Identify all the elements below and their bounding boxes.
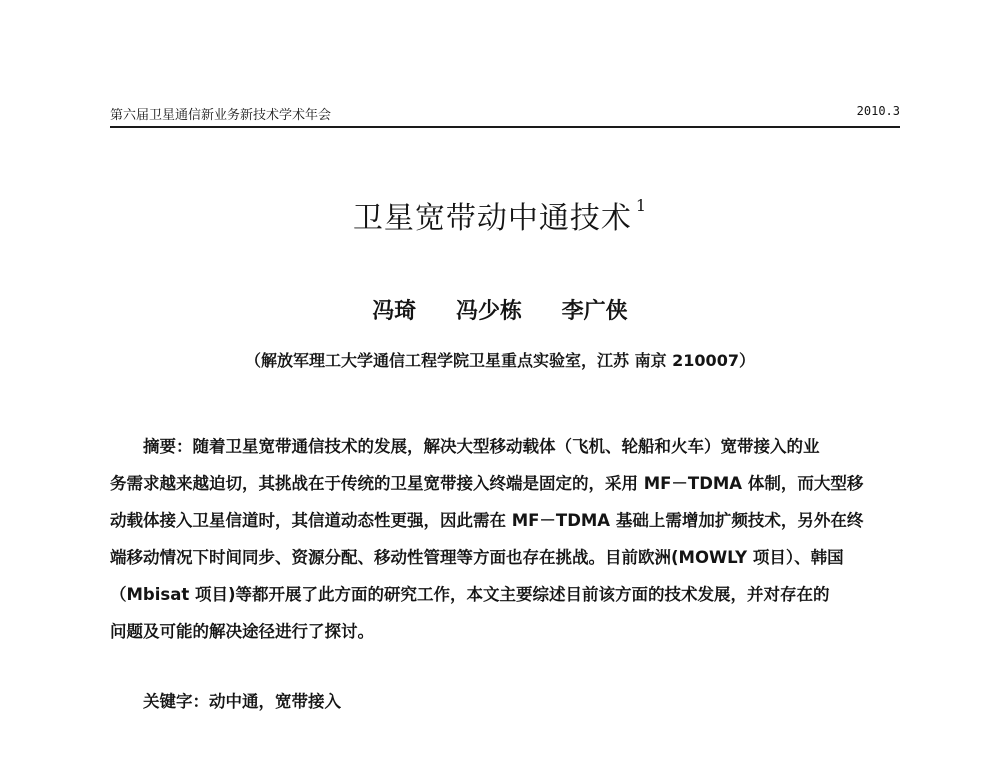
author-list	[0, 294, 1000, 325]
running-header	[110, 104, 900, 126]
abstract-line: （Mbisat 项目)等都开展了此方面的研究工作，本文主要综述目前该方面的技术发展，并对存在的	[110, 585, 830, 604]
author-name: 冯少栋	[455, 298, 522, 324]
abstract-line: 端移动情况下时间同步、资源分配、移动性管理等方面也存在挑战。目前欧洲(MOWLY 项目）、韩国	[110, 548, 844, 567]
paper-title-text: 卫星宽带动中通技术	[352, 201, 632, 236]
abstract-line: 问题及可能的解决途径进行了探讨。	[110, 622, 374, 641]
abstract	[110, 428, 900, 650]
author-name: 李广侠	[561, 298, 628, 324]
abstract-line: 摘要：随着卫星宽带通信技术的发展，解决大型移动载体（飞机、轮船和火车）宽带接入的业	[143, 437, 820, 456]
conference-name: 第六届卫星通信新业务新技术学术年会	[110, 108, 332, 123]
author-affiliation: （解放军理工大学通信工程学院卫星重点实验室，江苏 南京 210007）	[245, 351, 755, 370]
paper-title	[0, 193, 1000, 237]
title-footnote-marker: 1	[635, 196, 648, 215]
publication-date: 2010.3	[856, 104, 900, 118]
keywords: 关键字：动中通，宽带接入	[143, 692, 341, 711]
author-name: 冯琦	[372, 298, 417, 324]
abstract-line: 动载体接入卫星信道时，其信道动态性更强，因此需在 MF－TDMA 基础上需增加扩频技术，另外在终	[110, 511, 864, 530]
abstract-line: 务需求越来越迫切，其挑战在于传统的卫星宽带接入终端是固定的，采用 MF－TDMA 体制，而大型移	[110, 474, 864, 493]
header-rule	[110, 126, 900, 128]
